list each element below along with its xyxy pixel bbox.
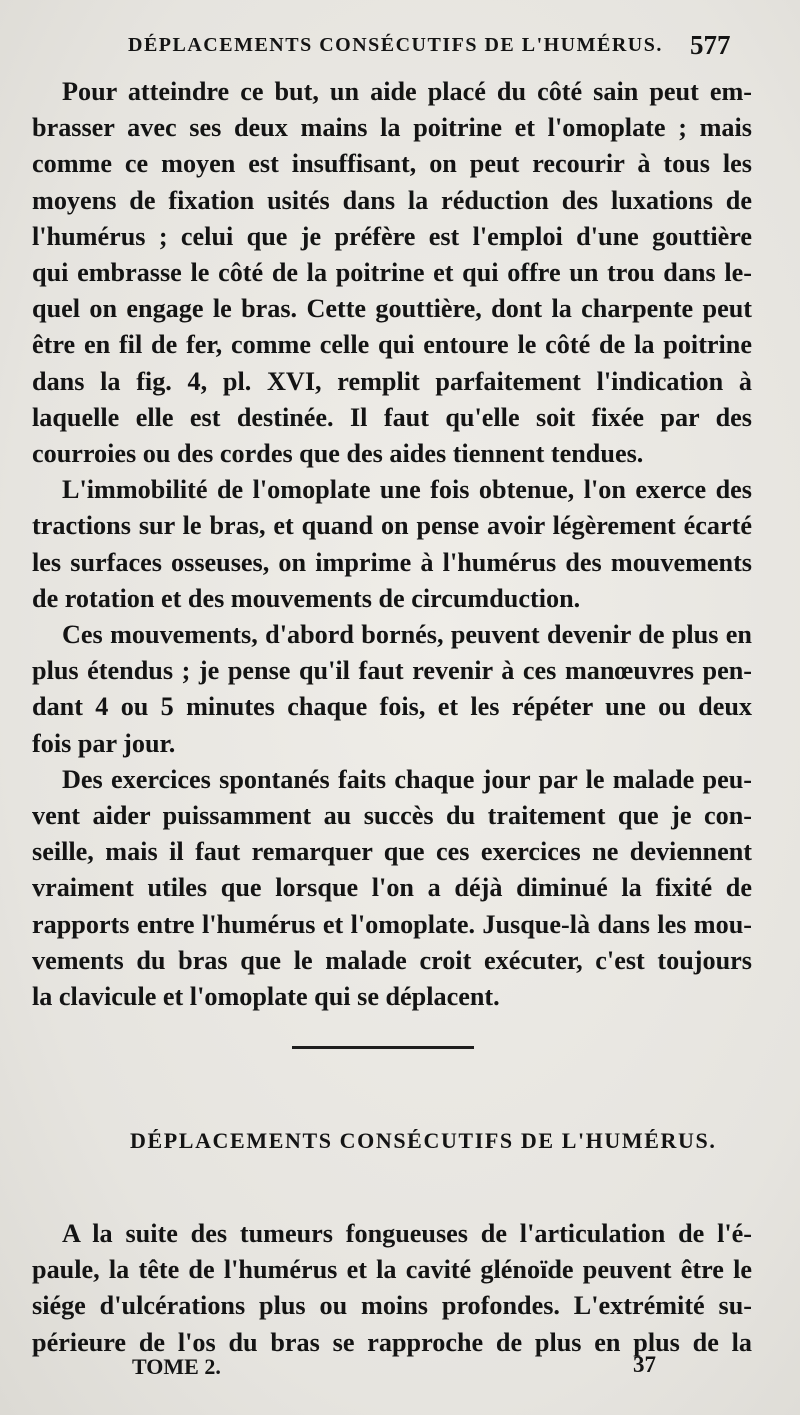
- text-line: tractions sur le bras, et quand on pense avoir légèrement écarté: [32, 511, 752, 541]
- text-line: qui embrasse le côté de la poitrine et qui offre un trou dans le-: [32, 258, 752, 288]
- text-line: fois par jour.: [32, 728, 176, 758]
- text-line: vent aider puissamment au succès du traitement que je con-: [32, 801, 752, 831]
- text-line: comme ce moyen est insuffisant, on peut recourir à tous les: [32, 149, 752, 179]
- footer-volume: TOME 2.: [132, 1354, 221, 1379]
- section-heading: DÉPLACEMENTS CONSÉCUTIFS DE L'HUMÉRUS.: [130, 1128, 717, 1153]
- text-line: l'humérus ; celui que je préfère est l'emploi d'une gouttière: [32, 221, 752, 251]
- text-line: brasser avec ses deux mains la poitrine et l'omoplate ; mais: [32, 113, 752, 143]
- text-line: vraiment utiles que lorsque l'on a déjà diminué la fixité de: [32, 873, 752, 903]
- text-line: Des exercices spontanés faits chaque jour par le malade peu-: [62, 764, 752, 794]
- text-line: A la suite des tumeurs fongueuses de l'articulation de l'é-: [62, 1219, 752, 1248]
- text-line: siége d'ulcérations plus ou moins profondes. L'extrémité su-: [32, 1291, 752, 1321]
- running-head-title: DÉPLACEMENTS CONSÉCUTIFS DE L'HUMÉRUS.: [128, 34, 663, 56]
- text-line: dant 4 ou 5 minutes chaque fois, et les répéter une ou deux: [32, 692, 752, 722]
- text-line: périeure de l'os du bras se rapproche de plus en plus de la: [32, 1327, 752, 1357]
- text-line: dans la fig. 4, pl. XVI, remplit parfaitement l'indication à: [32, 366, 752, 396]
- text-line: seille, mais il faut remarquer que ces exercices ne deviennent: [32, 837, 752, 867]
- text-line: paule, la tête de l'humérus et la cavité glénoïde peuvent être le: [32, 1255, 752, 1285]
- footer-signature-mark: 37: [633, 1352, 656, 1377]
- text-line: rapports entre l'humérus et l'omoplate. Jusque-là dans les mou-: [32, 909, 752, 939]
- text-line: L'immobilité de l'omoplate une fois obtenue, l'on exerce des: [62, 475, 752, 505]
- section-body-text: [32, 1216, 752, 1361]
- text-line: plus étendus ; je pense qu'il faut revenir à ces manœuvres pen-: [32, 656, 752, 686]
- page-number: 577: [690, 30, 731, 60]
- body-text: [32, 74, 752, 1015]
- text-line: moyens de fixation usités dans la réduction des luxations de: [32, 185, 752, 215]
- text-line: les surfaces osseuses, on imprime à l'humérus des mouvements: [32, 547, 752, 577]
- text-line: la clavicule et l'omoplate qui se déplacent.: [32, 982, 500, 1012]
- text-line: laquelle elle est destinée. Il faut qu'elle soit fixée par des: [32, 402, 752, 432]
- text-line: Ces mouvements, d'abord bornés, peuvent devenir de plus en: [62, 620, 752, 650]
- text-line: être en fil de fer, comme celle qui entoure le côté de la poitrine: [32, 330, 752, 360]
- section-divider: [292, 1046, 474, 1049]
- text-line: quel on engage le bras. Cette gouttière, dont la charpente peut: [32, 294, 752, 324]
- text-line: de rotation et des mouvements de circumduction.: [32, 583, 581, 613]
- text-line: Pour atteindre ce but, un aide placé du côté sain peut em-: [62, 77, 752, 106]
- text-line: courroies ou des cordes que des aides tiennent tendues.: [32, 439, 644, 469]
- running-head: [0, 30, 800, 70]
- text-line: vements du bras que le malade croit exécuter, c'est toujours: [32, 945, 752, 975]
